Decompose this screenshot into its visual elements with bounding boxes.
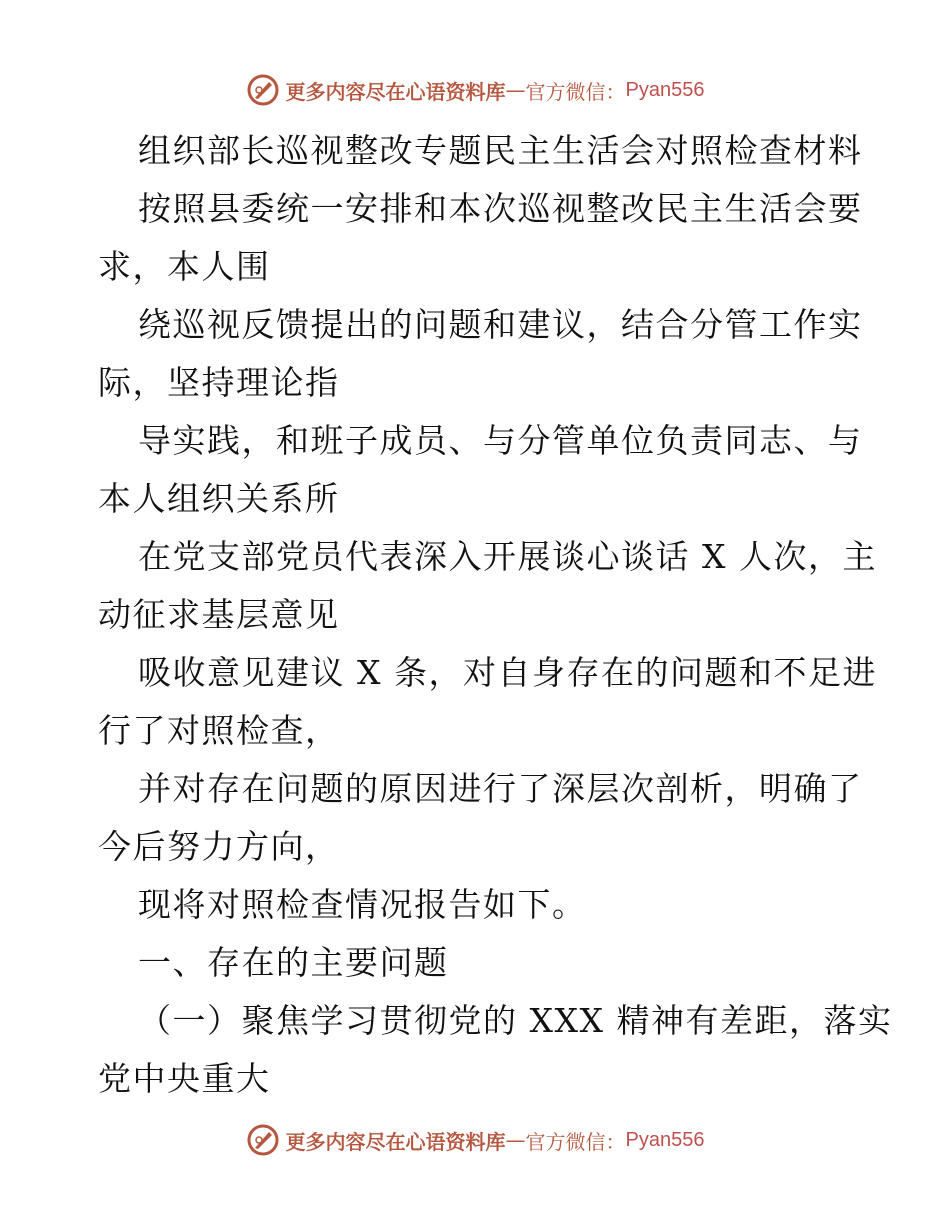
document-line: 导实践，和班子成员、与分管单位负责同志、与 — [138, 421, 863, 460]
document-line: 一、存在的主要问题 — [138, 943, 449, 982]
footer-watermark — [0, 1120, 950, 1160]
document-line: 今后努力方向， — [98, 827, 340, 866]
document-line: 动征求基层意见 — [98, 595, 340, 634]
document-line: 求，本人围 — [98, 247, 271, 286]
document-body — [98, 122, 893, 1108]
document-line: 行了对照检查， — [98, 711, 340, 750]
document-line: 党中央重大 — [98, 1059, 271, 1098]
document-line: 际，坚持理论指 — [98, 363, 340, 402]
watermark-wechat-label: 官方微信： — [525, 79, 626, 104]
watermark-dash: — — [505, 78, 526, 102]
quill-pen-logo-icon — [246, 1123, 280, 1157]
document-line: 组织部长巡视整改专题民主生活会对照检查材料 — [138, 131, 863, 170]
watermark-main-text: 更多内容尽在心语资料库 — [285, 1129, 506, 1154]
watermark-wechat-id: Pyan556 — [625, 1128, 705, 1151]
document-line: 在党支部党员代表深入开展谈心谈话 X 人次，主 — [138, 537, 877, 576]
document-line: 绕巡视反馈提出的问题和建议，结合分管工作实 — [138, 305, 863, 344]
document-line: 本人组织关系所 — [98, 479, 340, 518]
document-line: 现将对照检查情况报告如下。 — [138, 885, 587, 924]
watermark-dash: — — [505, 1128, 526, 1152]
watermark-wechat-label: 官方微信： — [525, 1129, 626, 1154]
document-line: 并对存在问题的原因进行了深层次剖析，明确了 — [138, 769, 863, 808]
watermark-main-text: 更多内容尽在心语资料库 — [285, 79, 506, 104]
watermark-wechat-id: Pyan556 — [625, 78, 705, 101]
header-watermark — [0, 70, 950, 110]
document-line: 按照县委统一安排和本次巡视整改民主生活会要 — [138, 189, 863, 228]
document-line: （一）聚焦学习贯彻党的 XXX 精神有差距，落实 — [138, 1001, 893, 1040]
document-line: 吸收意见建议 X 条，对自身存在的问题和不足进 — [138, 653, 877, 692]
quill-pen-logo-icon — [246, 73, 280, 107]
